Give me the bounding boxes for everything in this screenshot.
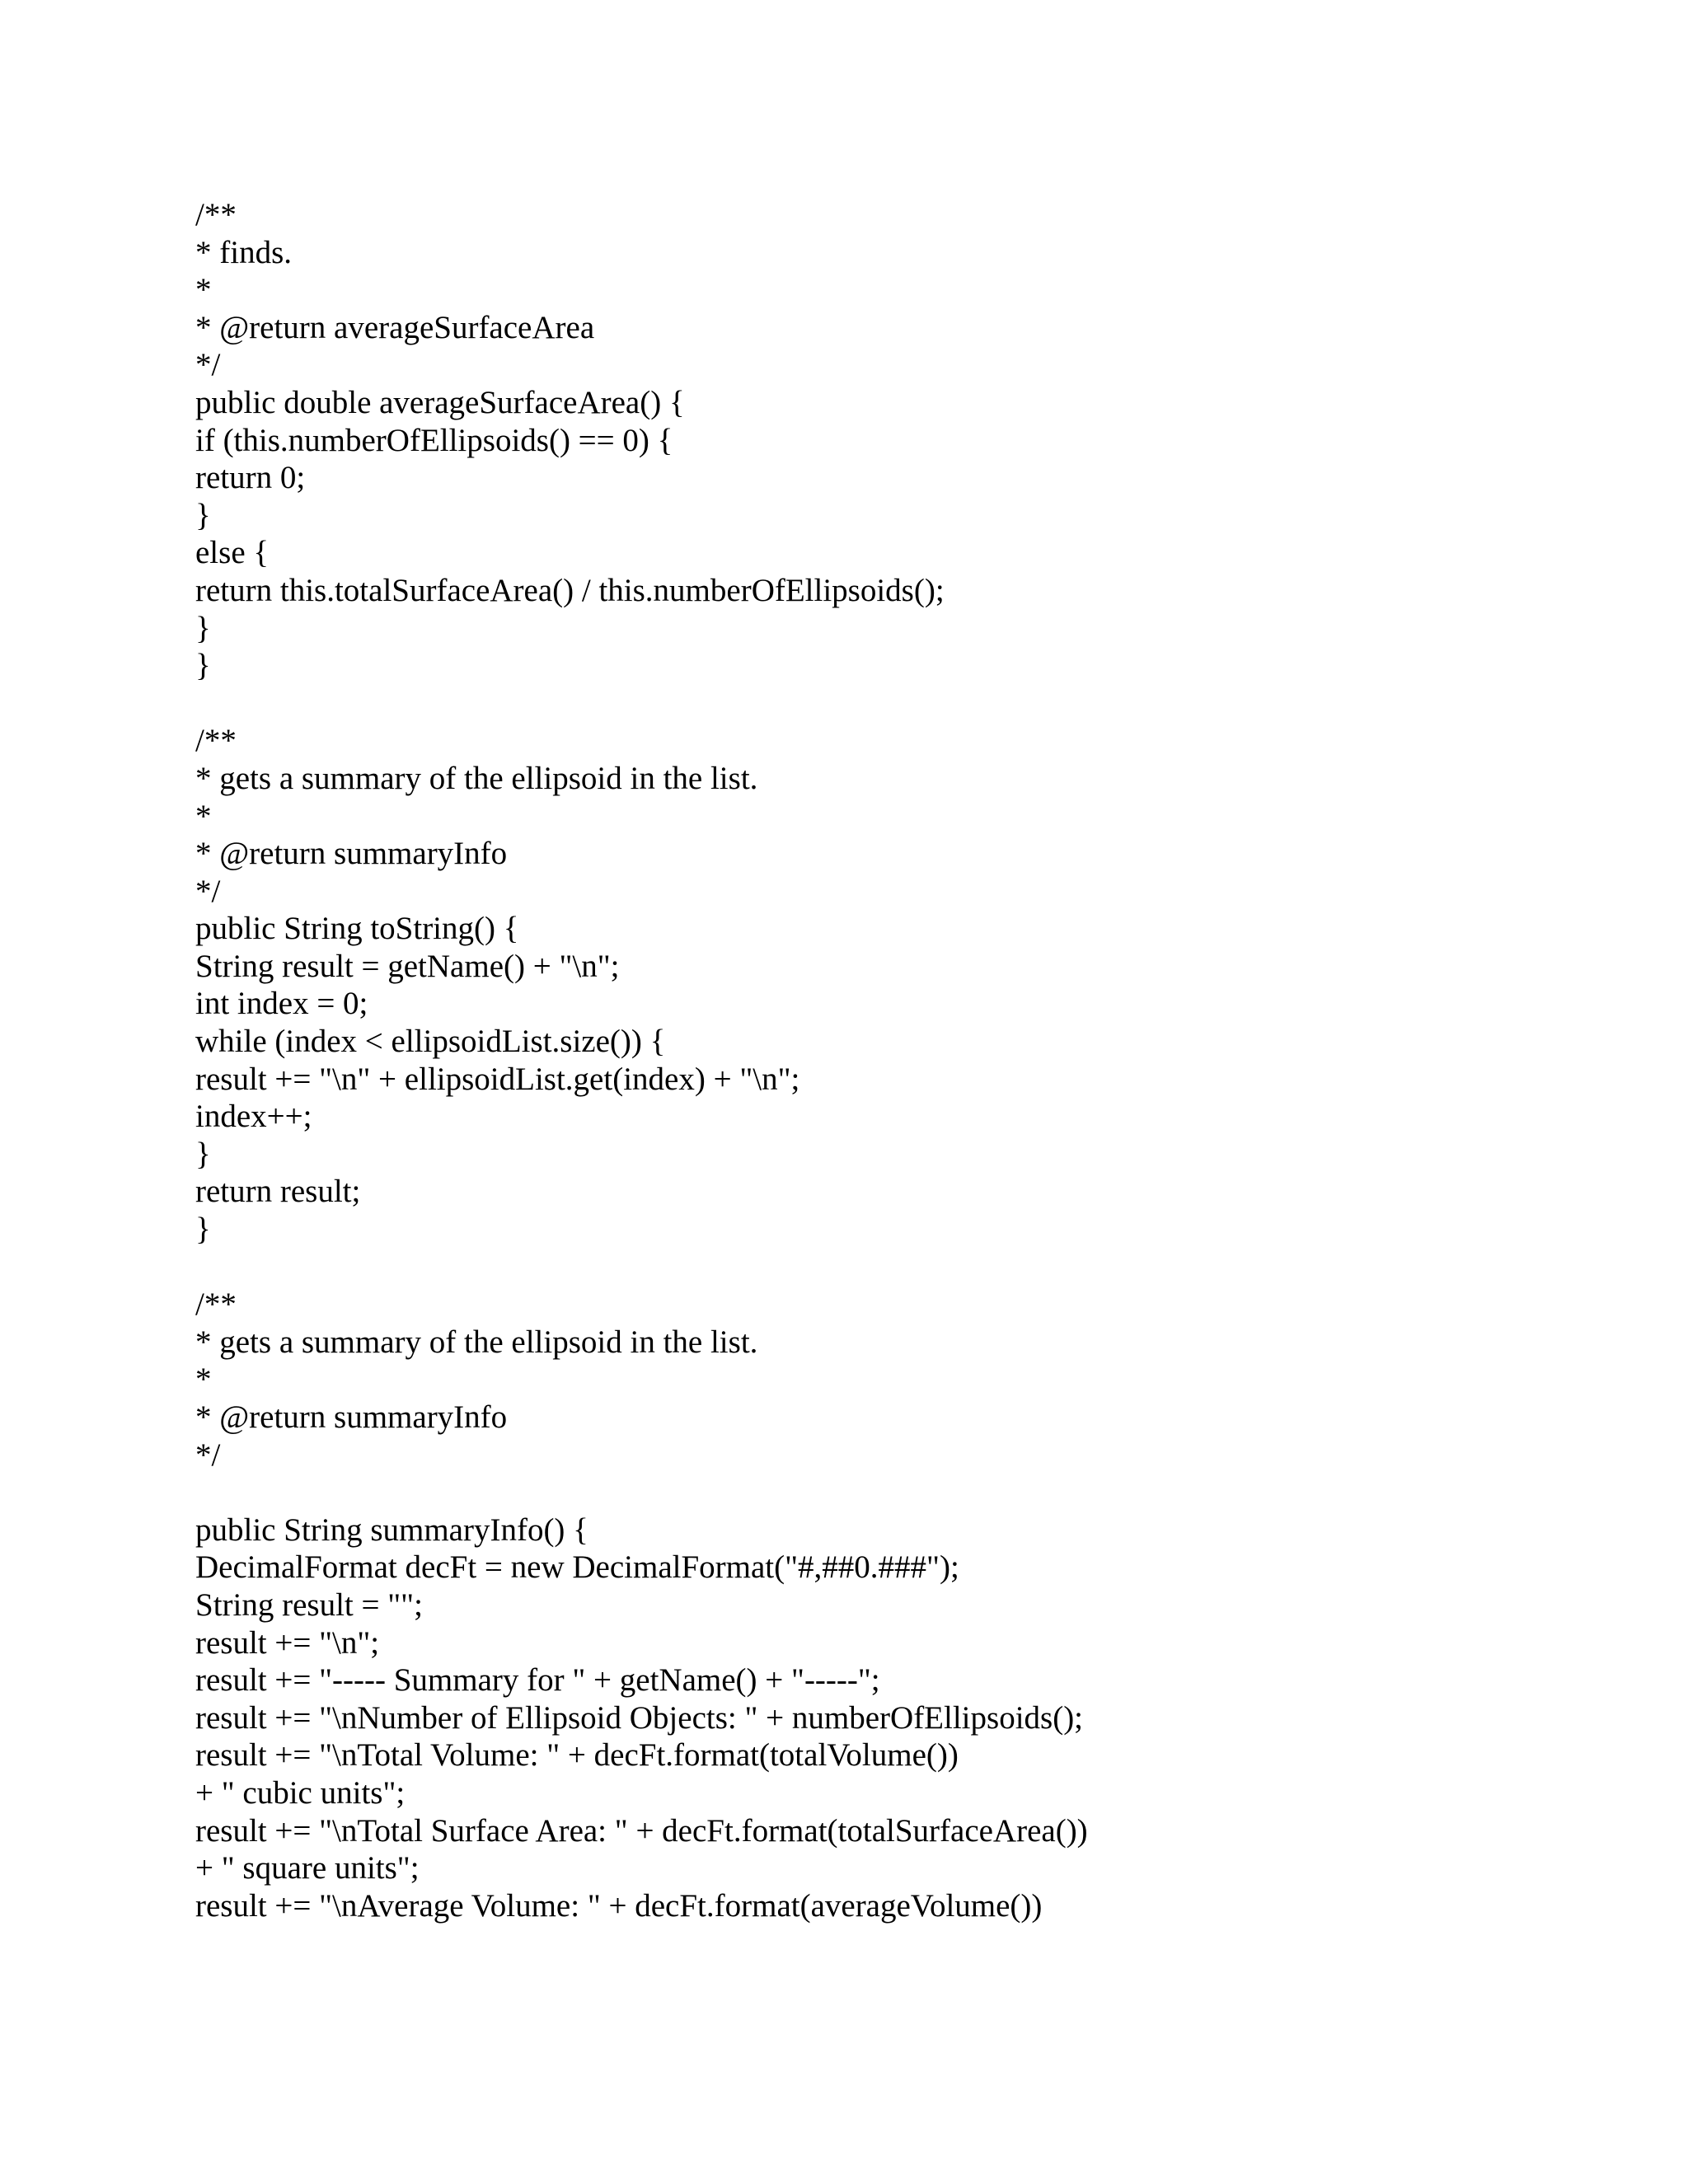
code-listing [195,196,1597,1924]
code-line: result += "\n" + ellipsoidList.get(index) + "\n"; [195,1061,800,1097]
code-line: public String toString() { [195,911,519,947]
code-line: * finds. [195,234,292,270]
code-line: */ [195,1436,221,1473]
code-line: result += "\n"; [195,1624,380,1661]
code-line: while (index < ellipsoidList.size()) { [195,1024,666,1060]
code-line: int index = 0; [195,986,368,1022]
code-line: else { [195,535,270,571]
code-line: DecimalFormat decFt = new DecimalFormat("#,##0.###"); [195,1549,959,1586]
code-line: } [195,610,211,646]
code-line: /** [195,197,237,232]
code-line: * [195,798,212,834]
code-line: return 0; [195,460,306,496]
code-line: } [195,648,211,684]
code-line: + " cubic units"; [195,1774,406,1811]
code-line: return this.totalSurfaceArea() / this.numberOfEllipsoids(); [195,572,945,608]
code-line: /** [195,1286,237,1323]
code-line: */ [195,347,221,383]
code-line: * @return summaryInfo [195,836,508,872]
code-line: + " square units"; [195,1850,420,1886]
code-line: result += "\nNumber of Ellipsoid Objects: " + numberOfEllipsoids(); [195,1699,1084,1736]
code-line: if (this.numberOfEllipsoids() == 0) { [195,422,673,458]
code-line: } [195,497,211,533]
blank-line [195,1249,1597,1286]
code-line: */ [195,873,221,909]
code-line: * gets a summary of the ellipsoid in the list. [195,760,758,796]
code-line: } [195,1212,211,1248]
code-line: result += "\nAverage Volume: " + decFt.format(averageVolume()) [195,1887,1043,1924]
code-line: * [195,1361,212,1398]
code-line: public String summaryInfo() { [195,1511,588,1548]
code-line: return result; [195,1174,361,1210]
code-line: public double averageSurfaceArea() { [195,384,685,420]
code-line: * @return averageSurfaceArea [195,309,595,345]
code-line: * @return summaryInfo [195,1399,508,1435]
blank-line [195,685,1597,723]
code-line: String result = ""; [195,1586,423,1623]
blank-line [195,1474,1597,1511]
code-line: /** [195,723,237,759]
code-line: result += "----- Summary for " + getName() + "-----"; [195,1662,880,1699]
code-line: } [195,1136,211,1172]
code-line: result += "\nTotal Volume: " + decFt.format(totalVolume()) [195,1737,959,1774]
code-line: * [195,272,212,308]
code-line: index++; [195,1099,312,1135]
code-line: * gets a summary of the ellipsoid in the list. [195,1324,758,1360]
code-line: result += "\nTotal Surface Area: " + decFt.format(totalSurfaceArea()) [195,1812,1088,1849]
code-line: String result = getName() + "\n"; [195,948,620,984]
